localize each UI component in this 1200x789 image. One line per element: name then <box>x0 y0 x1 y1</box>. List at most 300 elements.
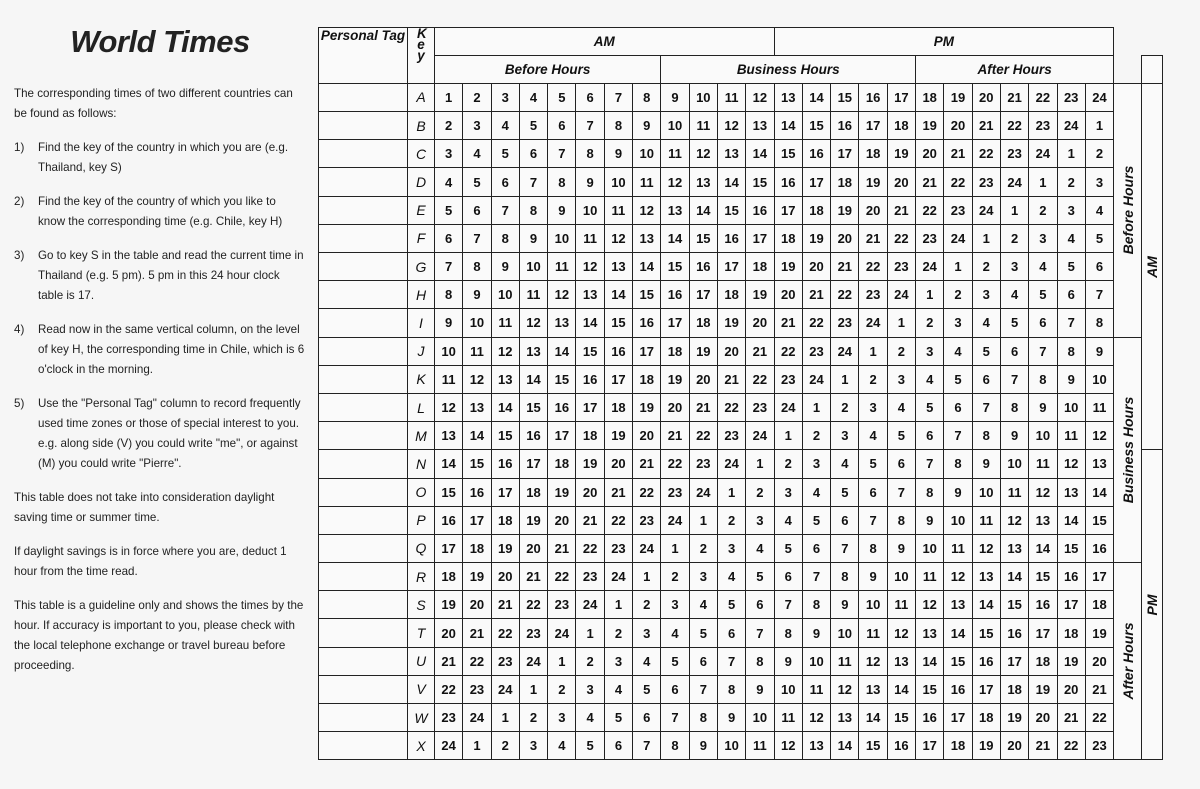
time-cell: 8 <box>859 534 887 562</box>
time-cell: 10 <box>746 704 774 732</box>
time-cell: 5 <box>661 647 689 675</box>
time-cell: 1 <box>972 224 1000 252</box>
time-cell: 21 <box>972 112 1000 140</box>
time-cell: 13 <box>1057 478 1085 506</box>
time-cell: 8 <box>435 281 463 309</box>
time-cell: 9 <box>916 506 944 534</box>
personal-tag-cell[interactable] <box>319 337 408 365</box>
table-row <box>319 168 1163 196</box>
time-cell: 22 <box>916 196 944 224</box>
time-cell: 20 <box>859 196 887 224</box>
time-cell: 15 <box>519 393 547 421</box>
time-cell: 9 <box>859 563 887 591</box>
time-cell: 22 <box>1000 112 1028 140</box>
time-cell: 24 <box>831 337 859 365</box>
time-cell: 1 <box>633 563 661 591</box>
time-cell: 24 <box>604 563 632 591</box>
time-cell: 14 <box>916 647 944 675</box>
personal-tag-cell[interactable] <box>319 196 408 224</box>
time-cell: 10 <box>633 140 661 168</box>
step-item <box>14 138 306 178</box>
time-cell: 6 <box>859 478 887 506</box>
time-cell: 24 <box>576 591 604 619</box>
time-cell: 15 <box>576 337 604 365</box>
time-cell: 14 <box>859 704 887 732</box>
time-cell: 10 <box>491 281 519 309</box>
time-cell: 2 <box>661 563 689 591</box>
time-cell: 5 <box>802 506 830 534</box>
personal-tag-cell[interactable] <box>319 675 408 703</box>
note-text: This table is a guideline only and shows the times by the hour. If accuracy is important to you, please check with the local telephone exchange or travel bureau before proceeding. <box>14 599 304 672</box>
time-cell: 22 <box>491 619 519 647</box>
time-cell: 4 <box>1000 281 1028 309</box>
time-cell: 11 <box>1029 450 1057 478</box>
time-cell: 10 <box>1029 422 1057 450</box>
time-cell: 19 <box>774 253 802 281</box>
time-cell: 24 <box>548 619 576 647</box>
time-cell: 7 <box>1029 337 1057 365</box>
personal-tag-cell[interactable] <box>319 309 408 337</box>
header-row-hours <box>319 55 1163 83</box>
personal-tag-cell[interactable] <box>319 112 408 140</box>
step-item <box>14 320 306 380</box>
time-cell: 11 <box>1000 478 1028 506</box>
time-cell: 7 <box>1057 309 1085 337</box>
table-row <box>319 393 1163 421</box>
time-cell: 23 <box>831 309 859 337</box>
time-cell: 6 <box>774 563 802 591</box>
time-cell: 18 <box>633 365 661 393</box>
time-cell: 13 <box>689 168 717 196</box>
time-cell: 19 <box>944 83 972 111</box>
key-cell: I <box>408 309 435 337</box>
time-cell: 23 <box>463 675 491 703</box>
time-cell: 2 <box>633 591 661 619</box>
time-cell: 24 <box>746 422 774 450</box>
personal-tag-cell[interactable] <box>319 478 408 506</box>
time-cell: 19 <box>661 365 689 393</box>
time-cell: 18 <box>689 309 717 337</box>
time-cell: 20 <box>463 591 491 619</box>
time-cell: 21 <box>944 140 972 168</box>
time-cell: 13 <box>944 591 972 619</box>
personal-tag-cell[interactable] <box>319 224 408 252</box>
time-cell: 16 <box>1085 534 1113 562</box>
time-cell: 2 <box>576 647 604 675</box>
time-cell: 20 <box>519 534 547 562</box>
time-cell: 22 <box>1057 732 1085 760</box>
time-cell: 17 <box>576 393 604 421</box>
time-cell: 12 <box>661 168 689 196</box>
time-cell: 19 <box>576 450 604 478</box>
time-cell: 19 <box>859 168 887 196</box>
time-cell: 15 <box>604 309 632 337</box>
key-cell: A <box>408 83 435 111</box>
table-row <box>319 591 1163 619</box>
time-cell: 6 <box>1057 281 1085 309</box>
time-cell: 6 <box>1085 253 1113 281</box>
key-cell: R <box>408 563 435 591</box>
time-cell: 16 <box>887 732 915 760</box>
time-cell: 7 <box>916 450 944 478</box>
key-cell: M <box>408 422 435 450</box>
time-cell: 4 <box>717 563 745 591</box>
time-cell: 2 <box>944 281 972 309</box>
time-cell: 4 <box>519 83 547 111</box>
time-cell: 18 <box>463 534 491 562</box>
time-cell: 5 <box>633 675 661 703</box>
time-cell: 20 <box>916 140 944 168</box>
time-cell: 21 <box>1085 675 1113 703</box>
time-cell: 14 <box>633 253 661 281</box>
time-cell: 3 <box>491 83 519 111</box>
time-cell: 9 <box>1057 365 1085 393</box>
time-cell: 20 <box>1029 704 1057 732</box>
time-cell: 3 <box>1000 253 1028 281</box>
time-cell: 8 <box>774 619 802 647</box>
time-cell: 1 <box>746 450 774 478</box>
table-row <box>319 647 1163 675</box>
time-cell: 11 <box>859 619 887 647</box>
time-cell: 15 <box>746 168 774 196</box>
time-cell: 5 <box>944 365 972 393</box>
time-cell: 12 <box>717 112 745 140</box>
time-cell: 19 <box>519 506 547 534</box>
time-cell: 9 <box>944 478 972 506</box>
time-cell: 1 <box>1085 112 1113 140</box>
time-cell: 23 <box>576 563 604 591</box>
key-cell: N <box>408 450 435 478</box>
time-cell: 8 <box>717 675 745 703</box>
time-cell: 24 <box>689 478 717 506</box>
time-cell: 19 <box>746 281 774 309</box>
time-cell: 4 <box>463 140 491 168</box>
time-cell: 14 <box>717 168 745 196</box>
time-cell: 4 <box>576 704 604 732</box>
time-cell: 15 <box>1057 534 1085 562</box>
time-cell: 12 <box>519 309 547 337</box>
time-cell: 16 <box>774 168 802 196</box>
time-cell: 9 <box>972 450 1000 478</box>
time-cell: 2 <box>1000 224 1028 252</box>
time-cell: 2 <box>491 732 519 760</box>
time-cell: 9 <box>717 704 745 732</box>
personal-tag-cell[interactable] <box>319 619 408 647</box>
time-cell: 1 <box>944 253 972 281</box>
time-cell: 17 <box>1085 563 1113 591</box>
personal-tag-cell[interactable] <box>319 563 408 591</box>
personal-tag-cell[interactable] <box>319 422 408 450</box>
time-cell: 15 <box>944 647 972 675</box>
time-cell: 1 <box>859 337 887 365</box>
time-cell: 22 <box>802 309 830 337</box>
time-cell: 21 <box>746 337 774 365</box>
time-cell: 14 <box>519 365 547 393</box>
side-label-text: AM <box>1144 255 1161 278</box>
time-cell: 7 <box>519 168 547 196</box>
time-cell: 21 <box>916 168 944 196</box>
time-cell: 17 <box>689 281 717 309</box>
time-cell: 6 <box>491 168 519 196</box>
table-row <box>319 140 1163 168</box>
time-cell: 2 <box>746 478 774 506</box>
time-cell: 14 <box>463 422 491 450</box>
personal-tag-cell[interactable] <box>319 534 408 562</box>
time-cell: 3 <box>717 534 745 562</box>
time-cell: 18 <box>1029 647 1057 675</box>
key-cell: D <box>408 168 435 196</box>
time-cell: 22 <box>746 365 774 393</box>
time-cell: 8 <box>1057 337 1085 365</box>
personal-tag-cell[interactable] <box>319 393 408 421</box>
time-cell: 18 <box>576 422 604 450</box>
time-cell: 23 <box>604 534 632 562</box>
time-cell: 16 <box>633 309 661 337</box>
time-cell: 3 <box>548 704 576 732</box>
personal-tag-cell[interactable] <box>319 140 408 168</box>
step-number: 1) <box>14 141 25 154</box>
time-cell: 6 <box>633 704 661 732</box>
table-row <box>319 365 1163 393</box>
time-cell: 5 <box>463 168 491 196</box>
time-cell: 9 <box>519 224 547 252</box>
time-cell: 6 <box>548 112 576 140</box>
time-cell: 17 <box>1000 647 1028 675</box>
personal-tag-cell[interactable] <box>319 591 408 619</box>
time-cell: 1 <box>576 619 604 647</box>
time-cell: 16 <box>491 450 519 478</box>
time-cell: 18 <box>1085 591 1113 619</box>
time-cell: 2 <box>916 309 944 337</box>
time-cell: 22 <box>689 422 717 450</box>
time-cell: 17 <box>944 704 972 732</box>
time-cell: 2 <box>1085 140 1113 168</box>
time-cell: 15 <box>887 704 915 732</box>
side-label-text: PM <box>1144 594 1161 616</box>
time-cell: 4 <box>746 534 774 562</box>
time-cell: 15 <box>689 224 717 252</box>
time-cell: 14 <box>1085 478 1113 506</box>
key-cell: K <box>408 365 435 393</box>
time-cell: 14 <box>1029 534 1057 562</box>
step-text: Go to key S in the table and read the current time in Thailand (e.g. 5 pm). 5 pm in this 24 hour clock table is 17. <box>38 249 304 302</box>
time-cell: 1 <box>802 393 830 421</box>
time-cell: 15 <box>548 365 576 393</box>
time-cell: 22 <box>859 253 887 281</box>
time-cell: 3 <box>944 309 972 337</box>
time-cell: 7 <box>661 704 689 732</box>
table-row <box>319 281 1163 309</box>
side-top <box>1142 55 1163 83</box>
note-text: This table does not take into consideration daylight saving time or summer time. <box>14 491 275 524</box>
time-cell: 3 <box>831 422 859 450</box>
time-cell: 15 <box>491 422 519 450</box>
time-cell: 6 <box>1000 337 1028 365</box>
time-cell: 14 <box>774 112 802 140</box>
time-cell: 13 <box>1029 506 1057 534</box>
time-cell: 20 <box>548 506 576 534</box>
step-number: 4) <box>14 323 25 336</box>
time-cell: 18 <box>519 478 547 506</box>
time-cell: 17 <box>802 168 830 196</box>
personal-tag-cell[interactable] <box>319 506 408 534</box>
time-cell: 9 <box>633 112 661 140</box>
time-cell: 12 <box>802 704 830 732</box>
time-cell: 23 <box>548 591 576 619</box>
time-cell: 7 <box>1000 365 1028 393</box>
header-row-ampm <box>319 28 1163 56</box>
personal-tag-cell[interactable] <box>319 647 408 675</box>
time-cell: 8 <box>519 196 547 224</box>
time-cell: 3 <box>435 140 463 168</box>
time-cell: 7 <box>802 563 830 591</box>
time-cell: 19 <box>548 478 576 506</box>
time-cell: 11 <box>633 168 661 196</box>
time-cell: 10 <box>916 534 944 562</box>
time-cell: 16 <box>519 422 547 450</box>
time-cell: 9 <box>746 675 774 703</box>
time-cell: 10 <box>859 591 887 619</box>
table-row <box>319 83 1163 111</box>
time-cell: 15 <box>859 732 887 760</box>
time-cell: 3 <box>689 563 717 591</box>
time-cell: 1 <box>661 534 689 562</box>
intro-text: The corresponding times of two different countries can be found as follows: <box>14 87 293 120</box>
personal-tag-cell[interactable] <box>319 83 408 111</box>
time-cell: 5 <box>548 83 576 111</box>
time-cell: 23 <box>661 478 689 506</box>
time-cell: 2 <box>1057 168 1085 196</box>
time-cell: 18 <box>774 224 802 252</box>
time-cell: 5 <box>604 704 632 732</box>
time-cell: 1 <box>1000 196 1028 224</box>
time-cell: 23 <box>774 365 802 393</box>
time-cell: 18 <box>972 704 1000 732</box>
time-cell: 10 <box>661 112 689 140</box>
time-cell: 24 <box>1057 112 1085 140</box>
time-cell: 15 <box>1029 563 1057 591</box>
time-cell: 5 <box>887 422 915 450</box>
time-cell: 2 <box>604 619 632 647</box>
time-cell: 17 <box>887 83 915 111</box>
time-cell: 19 <box>1085 619 1113 647</box>
time-cell: 16 <box>717 224 745 252</box>
time-cell: 7 <box>746 619 774 647</box>
business-hours-side-label <box>1114 337 1142 563</box>
time-cell: 11 <box>802 675 830 703</box>
side-label-text: Before Hours <box>1119 165 1136 255</box>
time-cell: 21 <box>1029 732 1057 760</box>
time-cell: 7 <box>774 591 802 619</box>
time-cell: 7 <box>887 478 915 506</box>
notes-list <box>14 488 306 676</box>
time-cell: 20 <box>802 253 830 281</box>
business-hours-header: Business Hours <box>661 55 916 83</box>
time-cell: 7 <box>717 647 745 675</box>
time-cell: 12 <box>1029 478 1057 506</box>
time-cell: 19 <box>633 393 661 421</box>
time-cell: 16 <box>435 506 463 534</box>
time-cell: 13 <box>831 704 859 732</box>
time-cell: 14 <box>604 281 632 309</box>
time-cell: 11 <box>1057 422 1085 450</box>
time-cell: 6 <box>661 675 689 703</box>
step-text: Read now in the same vertical column, on the level of key H, the corresponding time in Chile, which is 6 o'clock in the morning. <box>38 323 305 376</box>
time-cell: 16 <box>463 478 491 506</box>
spacer <box>1114 28 1163 56</box>
time-cell: 6 <box>463 196 491 224</box>
time-cell: 16 <box>859 83 887 111</box>
personal-tag-cell[interactable] <box>319 168 408 196</box>
time-cell: 15 <box>916 675 944 703</box>
time-cell: 1 <box>491 704 519 732</box>
personal-tag-cell[interactable] <box>319 450 408 478</box>
time-cell: 11 <box>746 732 774 760</box>
time-cell: 11 <box>887 591 915 619</box>
time-cell: 17 <box>548 422 576 450</box>
time-cell: 3 <box>1029 224 1057 252</box>
time-cell: 6 <box>972 365 1000 393</box>
time-cell: 20 <box>1000 732 1028 760</box>
personal-tag-cell[interactable] <box>319 281 408 309</box>
time-cell: 6 <box>802 534 830 562</box>
time-cell: 21 <box>435 647 463 675</box>
time-cell: 20 <box>661 393 689 421</box>
time-cell: 8 <box>661 732 689 760</box>
time-cell: 17 <box>1057 591 1085 619</box>
personal-tag-cell[interactable] <box>319 253 408 281</box>
time-cell: 12 <box>887 619 915 647</box>
time-cell: 14 <box>1057 506 1085 534</box>
key-cell: V <box>408 675 435 703</box>
time-cell: 19 <box>435 591 463 619</box>
time-cell: 23 <box>435 704 463 732</box>
time-cell: 19 <box>972 732 1000 760</box>
time-cell: 23 <box>1085 732 1113 760</box>
time-cell: 5 <box>1000 309 1028 337</box>
time-cell: 3 <box>604 647 632 675</box>
time-cell: 3 <box>519 732 547 760</box>
time-cell: 8 <box>746 647 774 675</box>
time-cell: 17 <box>604 365 632 393</box>
time-cell: 22 <box>435 675 463 703</box>
time-cell: 7 <box>972 393 1000 421</box>
personal-tag-cell[interactable] <box>319 732 408 760</box>
time-cell: 20 <box>576 478 604 506</box>
time-cell: 18 <box>548 450 576 478</box>
personal-tag-cell[interactable] <box>319 704 408 732</box>
key-cell: X <box>408 732 435 760</box>
time-cell: 13 <box>548 309 576 337</box>
time-cell: 13 <box>576 281 604 309</box>
time-cell: 17 <box>1029 619 1057 647</box>
time-cell: 21 <box>831 253 859 281</box>
time-cell: 14 <box>491 393 519 421</box>
time-cell: 12 <box>916 591 944 619</box>
time-cell: 13 <box>463 393 491 421</box>
time-cell: 21 <box>633 450 661 478</box>
personal-tag-cell[interactable] <box>319 365 408 393</box>
time-cell: 17 <box>661 309 689 337</box>
time-cell: 16 <box>746 196 774 224</box>
time-cell: 23 <box>746 393 774 421</box>
time-cell: 6 <box>944 393 972 421</box>
time-cell: 15 <box>1000 591 1028 619</box>
time-cell: 3 <box>916 337 944 365</box>
time-cell: 11 <box>435 365 463 393</box>
time-cell: 10 <box>972 478 1000 506</box>
time-cell: 18 <box>1057 619 1085 647</box>
